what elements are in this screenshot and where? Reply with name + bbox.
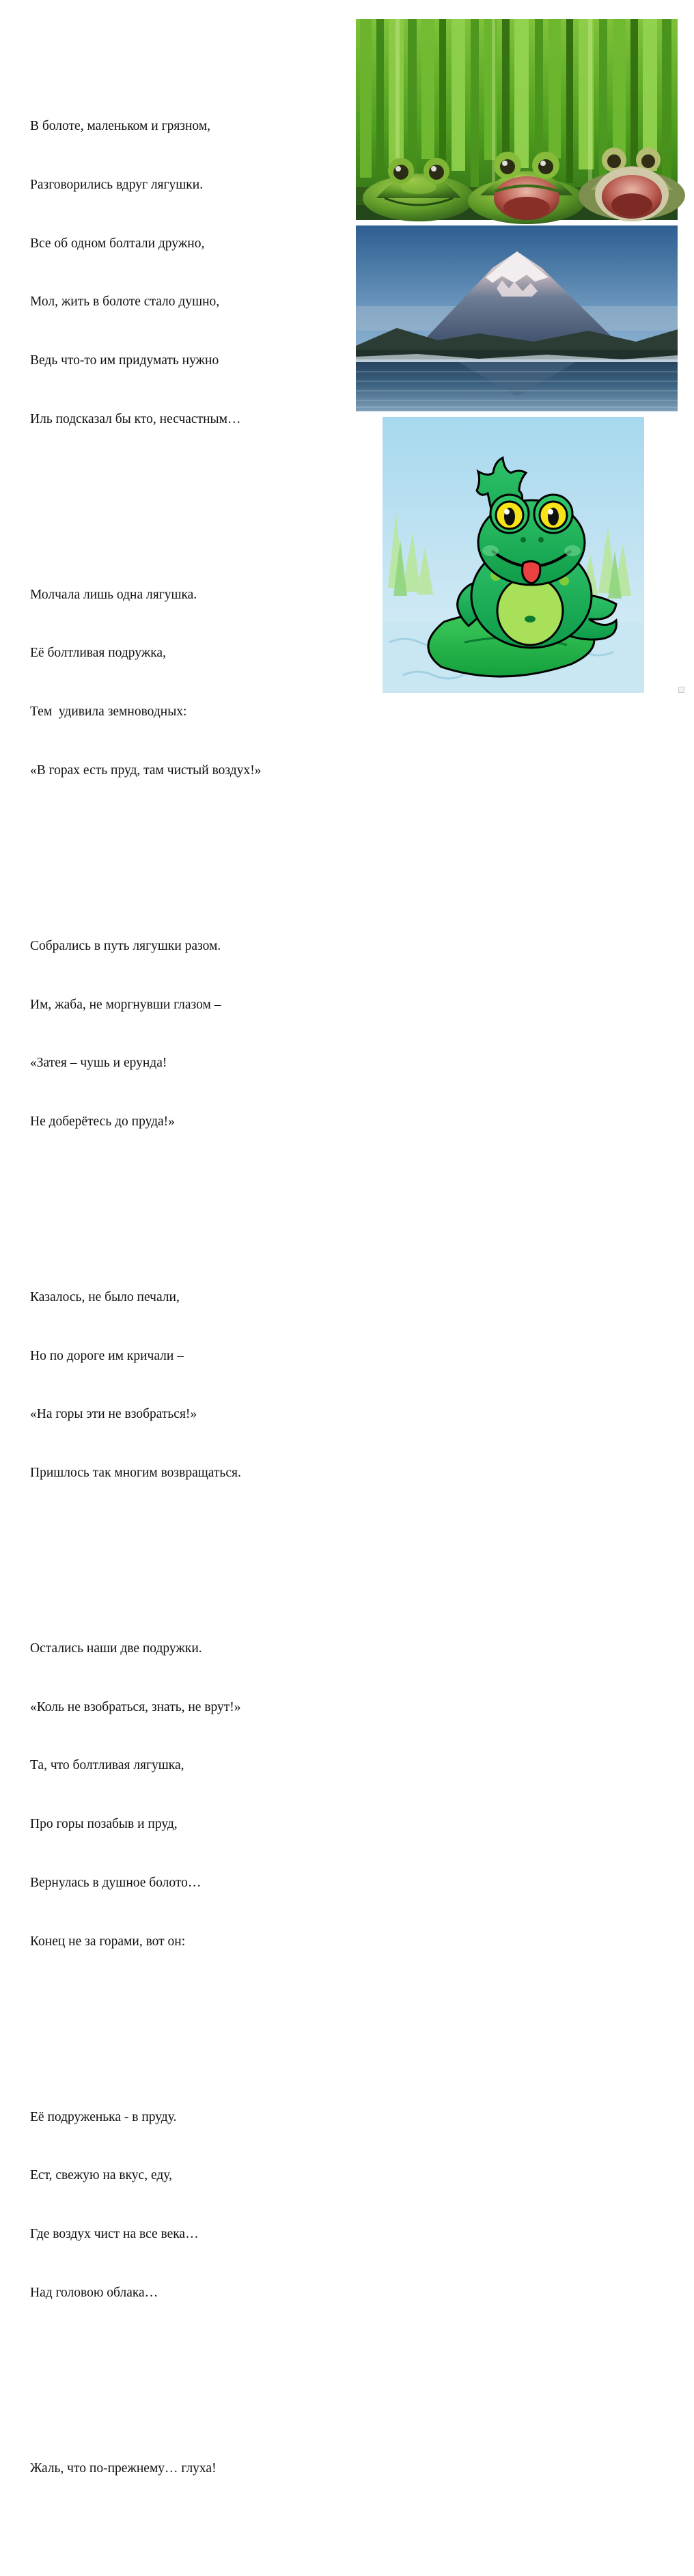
poem-line: Про горы позабыв и пруд,	[30, 1817, 178, 1832]
poem-line: Та, что болтливая лягушка,	[30, 1758, 184, 1773]
poem-line: «В горах есть пруд, там чистый воздух!»	[30, 763, 262, 778]
poem-line: Жаль, что по-прежнему… глуха!	[30, 2461, 217, 2476]
poem-line: Её болтливая подружка,	[30, 646, 166, 661]
poem-line: Над головою облака…	[30, 2285, 158, 2300]
poem-line: «Коль не взобраться, знать, не врут!»	[30, 1699, 241, 1714]
mountain-lake-photo	[356, 225, 678, 411]
poem-line: Казалось, не было печали,	[30, 1289, 180, 1304]
poem-stanza	[30, 1600, 337, 1991]
poem-line: Ест, свежую на вкус, еду,	[30, 2168, 172, 2183]
poem-line: Но по дороге им кричали –	[30, 1348, 184, 1363]
poem-line: Разговорились вдруг лягушки.	[30, 177, 204, 192]
page-corner-marker	[678, 687, 684, 693]
poem-line: Молчала лишь одна лягушка.	[30, 587, 197, 602]
poem-line: Пришлось так многим возвращаться.	[30, 1466, 241, 1481]
poem-stanza	[30, 2420, 337, 2517]
cartoon-frog-clipart	[383, 417, 644, 693]
poem-stanza	[30, 1249, 337, 1522]
poem-line: Тем удивила земноводных:	[30, 704, 187, 720]
poem-line: Её подруженька - в пруду.	[30, 2109, 177, 2124]
poem-line: Не доберётесь до пруда!»	[30, 1114, 175, 1129]
poem-line: Им, жаба, не моргнувши глазом –	[30, 997, 221, 1012]
poem-stanza	[30, 546, 337, 819]
poem-line: Собрались в путь лягушки разом.	[30, 938, 221, 953]
poem-line: Ведь что-то им придумать нужно	[30, 353, 219, 368]
poem-line: «Затея – чушь и ерунда!	[30, 1056, 167, 1071]
poem-line: Конец не за горами, вот он:	[30, 1934, 186, 1949]
three-frogs-photo	[356, 19, 678, 220]
poem-line: Все об одном болтали дружно,	[30, 236, 205, 251]
poem-line: Остались наши две подружки.	[30, 1641, 202, 1656]
poem-line: «На горы эти не взобраться!»	[30, 1407, 197, 1422]
poem-line: Где воздух чист на все века…	[30, 2227, 199, 2242]
poem-stanza	[30, 898, 337, 1171]
poem-text	[30, 19, 337, 2576]
poem-line: Иль подсказал бы кто, несчастным…	[30, 411, 241, 426]
poem-line: Мол, жить в болоте стало душно,	[30, 294, 220, 310]
poem-line: Вернулась в душное болото…	[30, 1876, 202, 1891]
poem-stanza	[30, 2068, 337, 2342]
poem-line: В болоте, маленьком и грязном,	[30, 118, 211, 133]
poem-stanza	[30, 78, 337, 469]
